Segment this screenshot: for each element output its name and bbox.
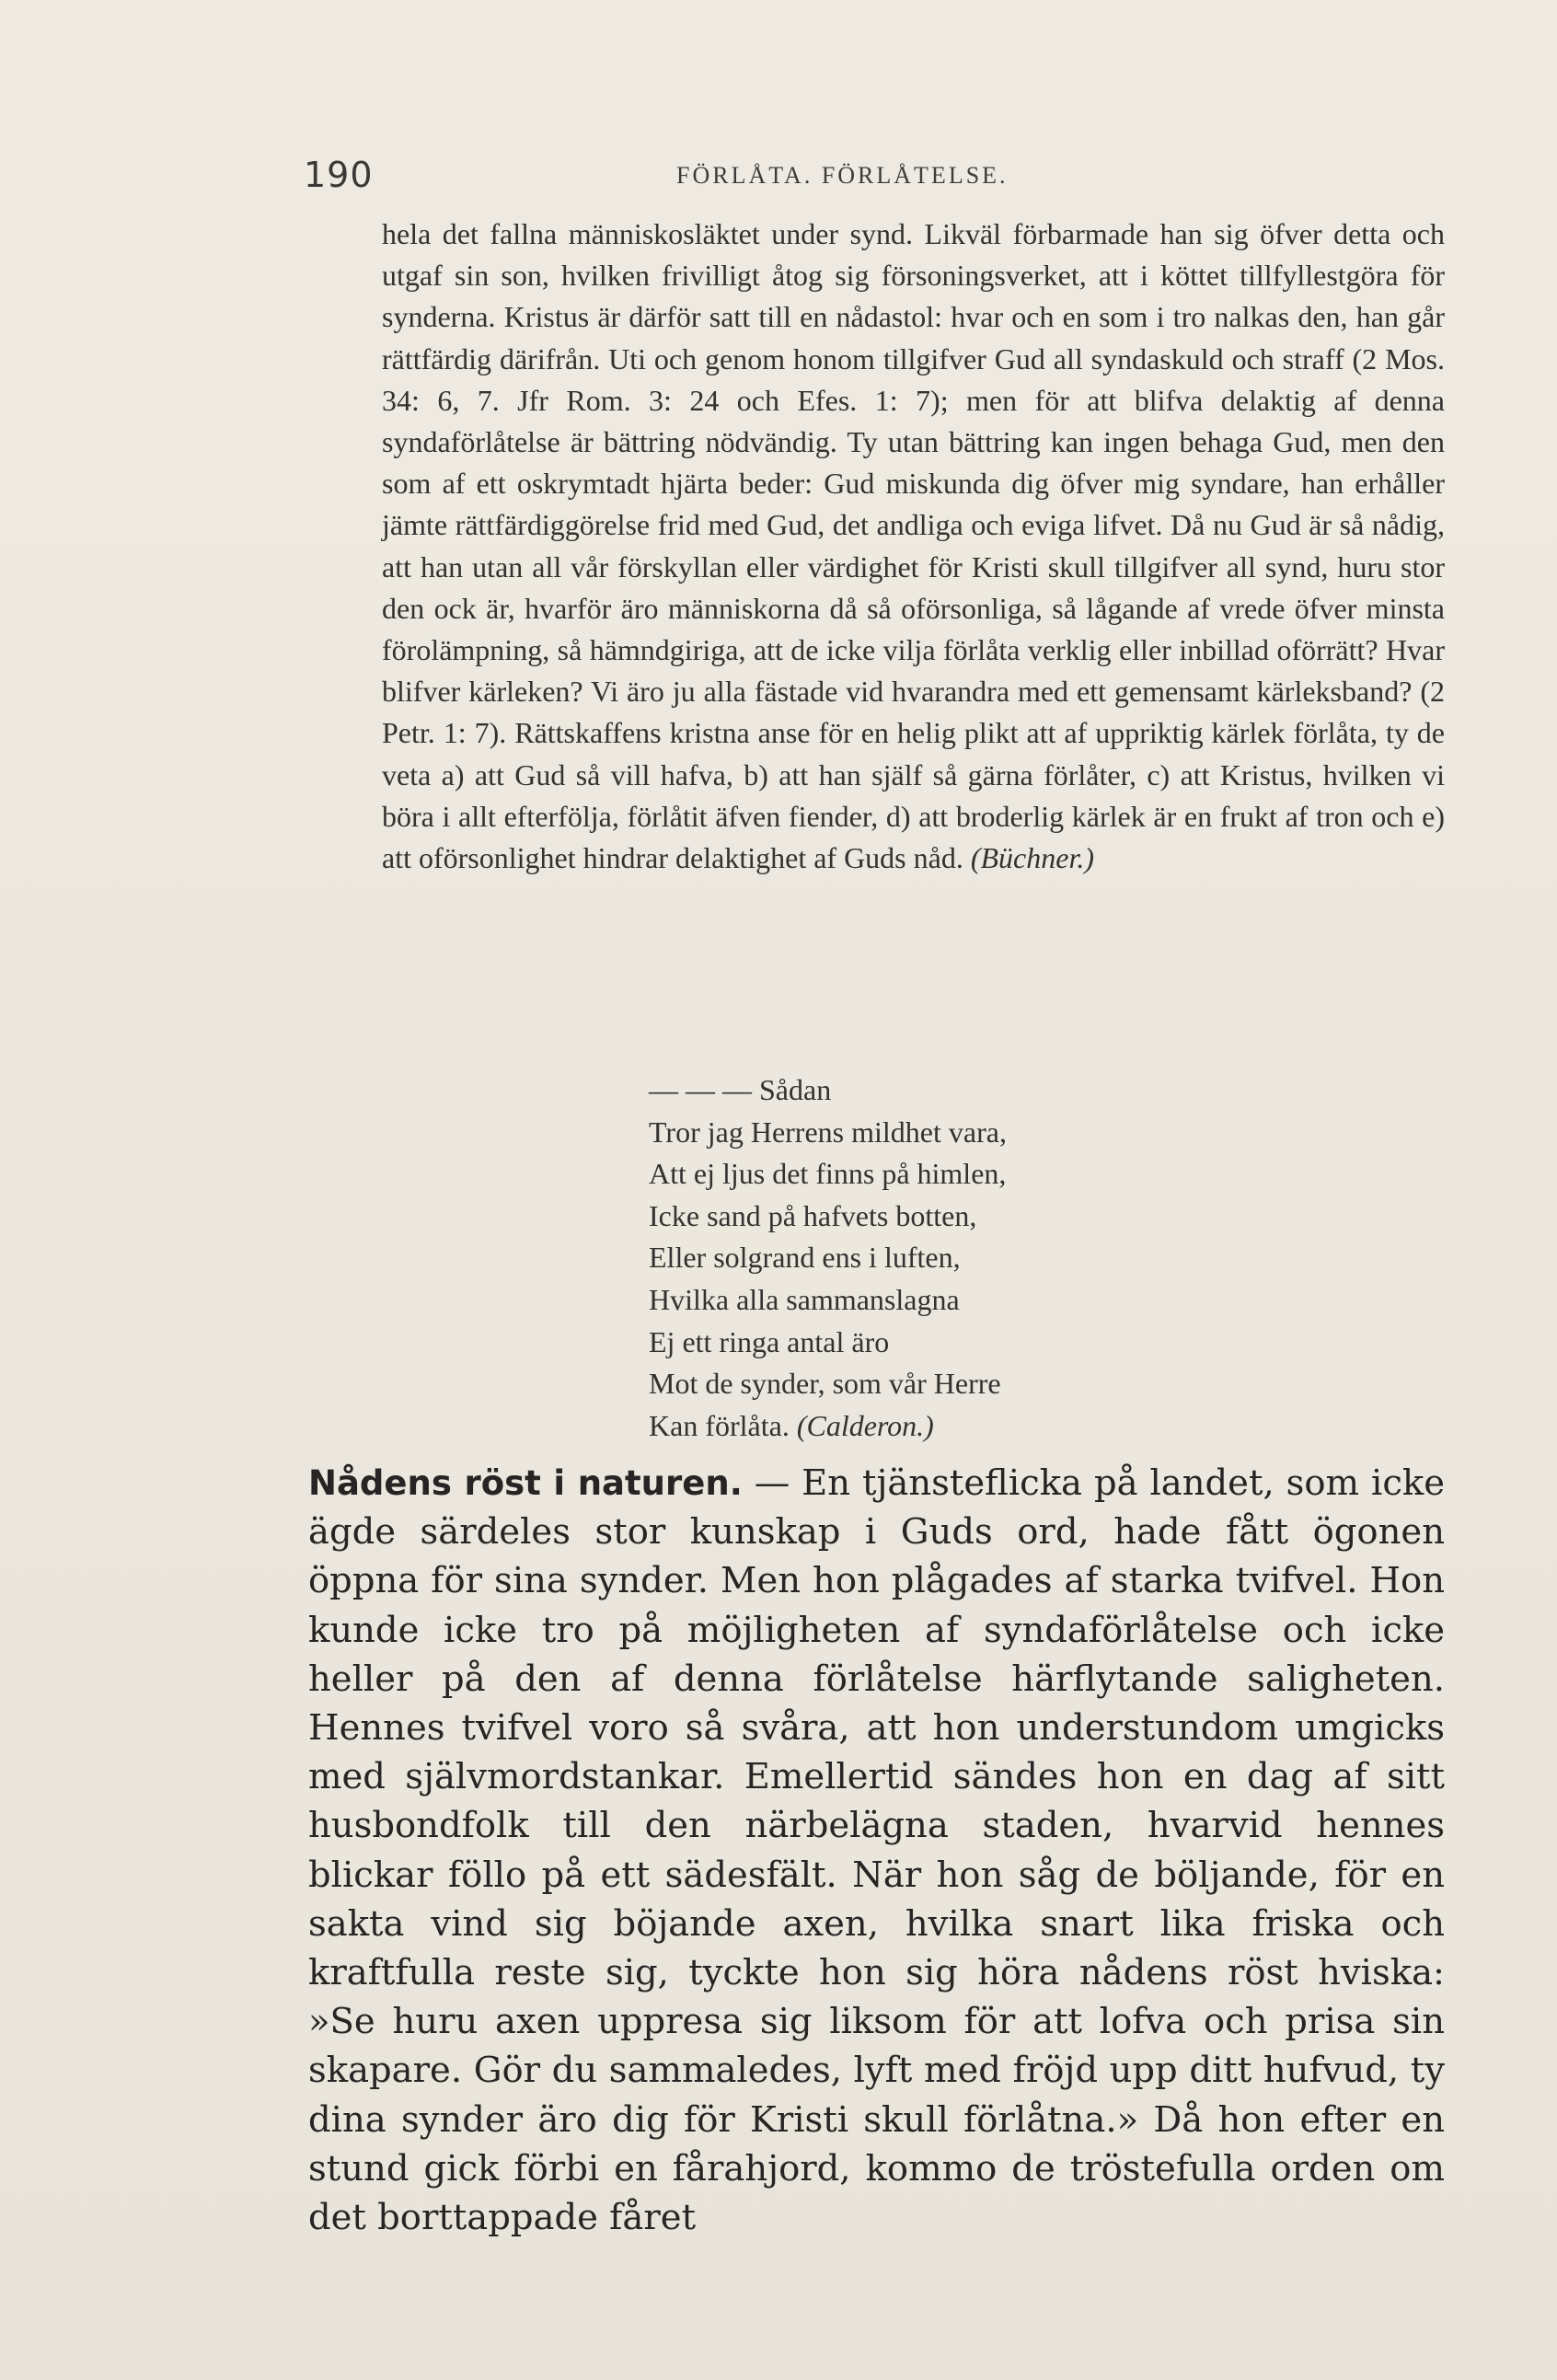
poem-attribution: (Calderon.): [796, 1408, 934, 1442]
first-paragraph-text: hela det fallna människosläktet under synd. Likväl förbarmade han sig öfver detta och utgaf sin son, hvilken frivilligt åtog sig försoningsverket, att i köttet tillfyllestgöra för synderna. Kristus är därför satt till en nådastol: hvar och en som i tro nalkas den, han går rättfärdig därifrån. Uti och genom honom tillgifver Gud all syndaskuld och straff (2 Mos. 34: 6, 7. Jfr Rom. 3: 24 och Efes. 1: 7); men för att blifva delaktig af denna syndaförlåtelse är bättring nödvändig. Ty utan bättring kan ingen behaga Gud, men den som af ett oskrymtadt hjärta beder: Gud miskunda dig öfver mig syndare, han erhåller jämte rättfärdiggörelse frid med Gud, det andliga och eviga lifvet. Då nu Gud är så nådig, att han utan all vår förskyllan eller värdighet för Kristi skull tillgifver all synd, huru stor den ock är, hvarför äro människorna då så oförsonliga, så lågande af vrede öfver minsta förolämpning, så hämndgiriga, att de icke vilja förlåta verklig eller inbillad oförrätt? Hvar blifver kärleken? Vi äro ju alla fästade vid hvarandra med ett gemensamt kärleksband? (2 Petr. 1: 7). Rättskaffens kristna anse för en helig plikt att af uppriktig kärlek förlåta, ty de veta a) att Gud så vill hafva, b) att han själf så gärna förlåter, c) att Kristus, hvilken vi böra i allt efterfölja, förlåtit äfven fiender, d) att broderlig kärlek är en frukt af tron och e) att oförsonlighet hindrar delaktighet af Guds nåd.: [382, 217, 1445, 875]
poem-line: — — — Sådan: [649, 1073, 832, 1106]
poem-line-last: [649, 1405, 1007, 1448]
second-paragraph: [308, 1459, 1445, 2242]
poem-line: Ej ett ringa antal äro: [649, 1324, 890, 1358]
poem-line: Icke sand på hafvets botten,: [649, 1198, 977, 1232]
poem-line: Att ej ljus det finns på himlen,: [649, 1157, 1007, 1191]
page-number: 190: [304, 155, 374, 195]
first-paragraph: [382, 214, 1445, 879]
poem-line: Eller solgrand ens i luften,: [649, 1241, 961, 1275]
poem-line: Hvilka alla sammanslagna: [649, 1282, 960, 1316]
first-paragraph-attribution: (Büchner.): [970, 841, 1094, 875]
poem-line: Mot de synder, som vår Herre: [649, 1367, 1001, 1401]
poem: [649, 1069, 1007, 1447]
running-head: FÖRLÅTA. FÖRLÅTELSE.: [676, 162, 1009, 189]
section-heading: Nådens röst i naturen.: [308, 1463, 743, 1503]
second-paragraph-text: — En tjänsteflicka på landet, som icke ägde särdeles stor kunskap i Guds ord, hade fått ögonen öppna för sina synder. Men hon plågades af starka tvifvel. Hon kunde icke tro på möjligheten af syndaförlåtelse och icke heller på den af denna förlåtelse härflytande saligheten. Hennes tvifvel voro så svåra, att hon understundom umgicks med självmordstankar. Emellertid sändes hon en dag af sitt husbondfolk till den närbelägna staden, hvarvid hennes blickar föllo på ett sädesfält. När hon såg de böljande, för en sakta vind sig böjande axen, hvilka snart lika friska och kraftfulla reste sig, tyckte hon sig höra nådens röst hviska: »Se huru axen uppresa sig liksom för att lofva och prisa sin skapare. Gör du sammaledes, lyft med fröjd upp ditt hufvud, ty dina synder äro dig för Kristi skull förlåtna.» Då hon efter en stund gick förbi en fårahjord, kommo de tröstefulla orden om det borttappade fåret: [308, 1462, 1445, 2239]
poem-line: Tror jag Herrens mildhet vara,: [649, 1115, 1007, 1149]
poem-line: Kan förlåta.: [649, 1408, 790, 1442]
